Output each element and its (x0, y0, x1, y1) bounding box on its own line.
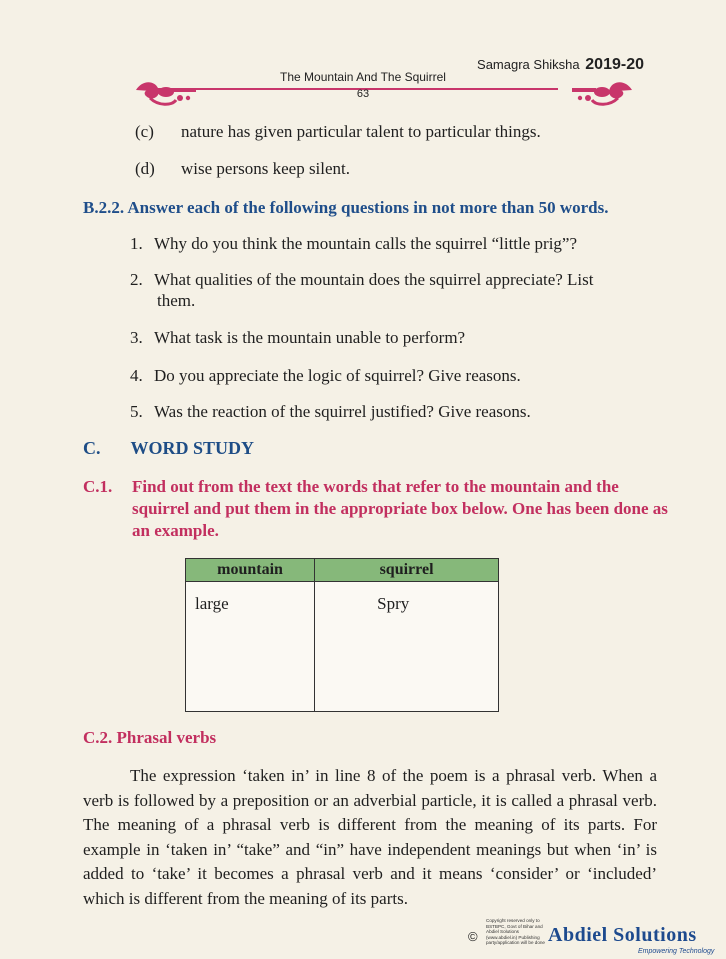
copyright-icon: © (468, 929, 478, 944)
question-text: What qualities of the mountain does the squirrel appreciate? List (154, 270, 594, 289)
option-c (135, 122, 541, 142)
question-2 (130, 270, 594, 290)
question-5 (130, 402, 531, 422)
question-text: Why do you think the mountain calls the squirrel “little prig”? (154, 234, 578, 253)
section-c2-paragraph (83, 764, 657, 911)
copyright-note: Copyright reserved only to BSTBPC, Govt of Bihar and Abdiel Solutions (www.abdiel.in) Publishing party/application will be done (486, 918, 545, 946)
question-1 (130, 234, 577, 254)
section-c-title: WORD STUDY (130, 438, 255, 458)
word-table (185, 558, 499, 712)
paragraph-text: The expression ‘taken in’ in line 8 of the poem is a phrasal verb. When a verb is followed by a preposition or an adverbial particle, it is called a phrasal verb. The meaning of a phrasal verb is different from the meaning of its parts. For example in ‘taken in’ “take” and “in” have independent meanings but when ‘in’ is added to ‘take’ it becomes a phrasal verb and it means ‘consider’ or ‘included’ which is different from the meaning of its parts. (83, 766, 657, 908)
section-b22-heading: B.2.2. Answer each of the following questions in not more than 50 words. (83, 198, 609, 217)
section-c-heading (83, 438, 254, 459)
option-d (135, 159, 350, 179)
table-header-row (186, 559, 499, 582)
question-2-continued: them. (157, 291, 196, 310)
brand-tagline: Empowering Technology (638, 948, 715, 955)
right-ornament-icon (552, 76, 636, 108)
option-label: (d) (135, 159, 155, 178)
option-text: wise persons keep silent. (181, 159, 351, 178)
left-ornament-icon (132, 76, 216, 108)
header-year: 2019-20 (585, 56, 644, 73)
table-cell-squirrel: Spry (315, 582, 499, 712)
brand-logo: Abdiel Solutions (548, 924, 697, 946)
table-header-mountain: mountain (186, 559, 315, 582)
question-number: 3. (130, 328, 143, 347)
section-c2-heading: C.2. Phrasal verbs (83, 728, 217, 747)
question-number: 5. (130, 402, 143, 421)
question-number: 4. (130, 366, 143, 385)
question-text: Was the reaction of the squirrel justified? Give reasons. (154, 402, 531, 421)
section-c1-label: C.1. (83, 477, 113, 496)
option-text: nature has given particular talent to particular things. (181, 122, 541, 141)
question-number: 2. (130, 270, 143, 289)
question-3 (130, 328, 465, 348)
table-header-squirrel: squirrel (315, 559, 499, 582)
option-label: (c) (135, 122, 154, 141)
publisher-name: Samagra Shiksha (477, 57, 580, 72)
footer-brand (468, 918, 722, 956)
page-number: 63 (356, 88, 370, 100)
question-text: What task is the mountain unable to perform? (154, 328, 466, 347)
section-c-label: C. (83, 438, 101, 458)
chapter-title: The Mountain And The Squirrel (280, 70, 446, 84)
table-row (186, 582, 499, 712)
table-cell-mountain: large (186, 582, 315, 712)
section-c1-text: Find out from the text the words that refer to the mountain and the squirrel and put them in the appropriate box below. One has been done as an example. (132, 477, 668, 540)
question-4 (130, 366, 521, 386)
question-number: 1. (130, 234, 143, 253)
question-text: Do you appreciate the logic of squirrel? Give reasons. (154, 366, 521, 385)
